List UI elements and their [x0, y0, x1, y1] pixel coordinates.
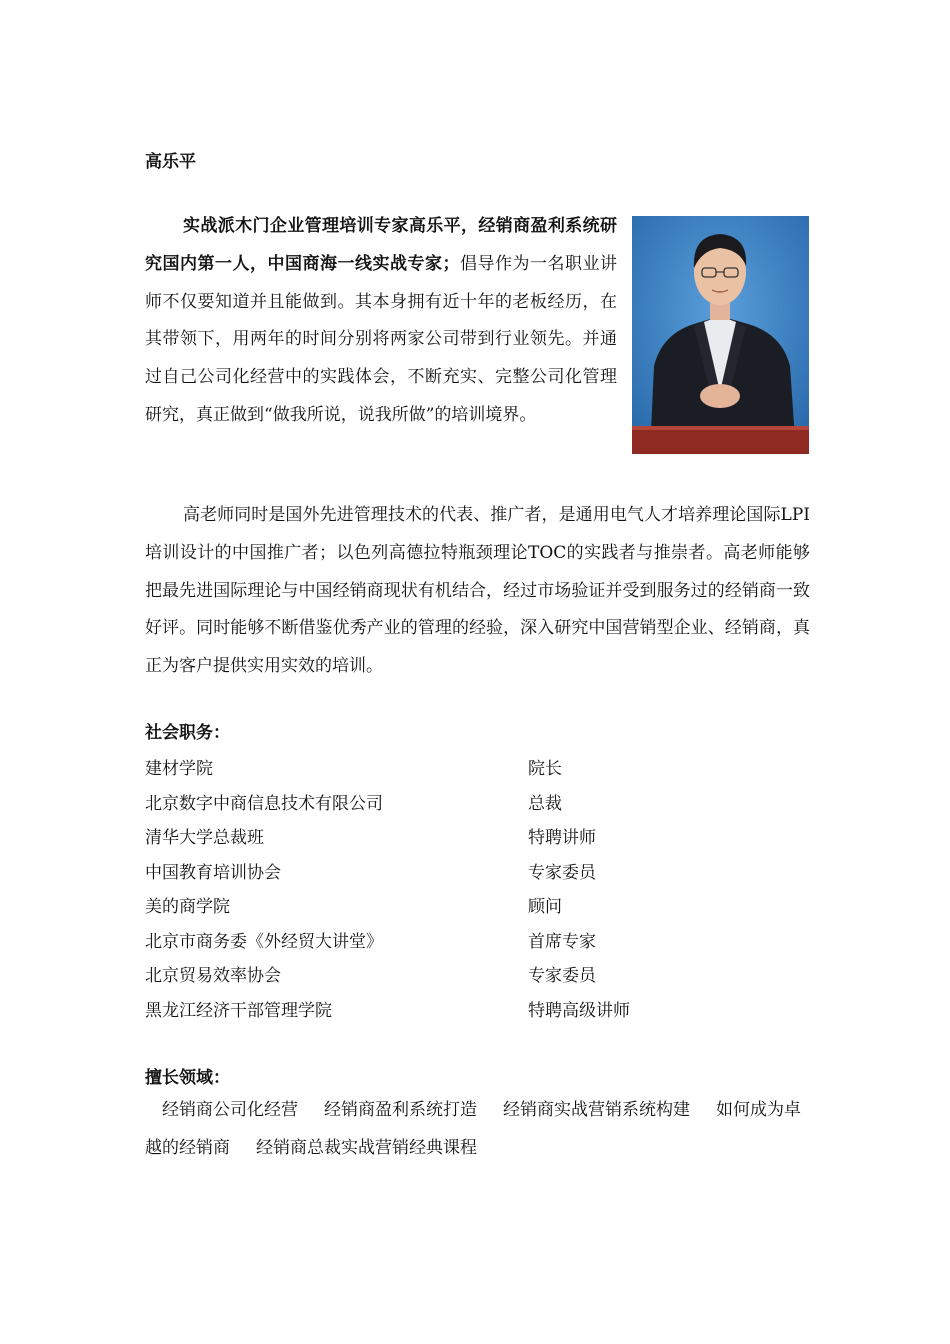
intro-rest-text: 倡导作为一名职业讲师不仅要知道并且能做到。其本身拥有近十年的老板经历，在其带领下，用两年的时间分别将两家公司带到行业领先。并通过自己公司化经营中的实践体会，不断充实、完整公司化管理研究，真正做到“做我所说，说我所做”的培训境界。: [145, 253, 617, 425]
person-name: 高乐平: [145, 152, 196, 172]
expertise-item: 经销商盈利系统打造: [324, 1100, 477, 1120]
role-organization: 中国教育培训协会: [145, 862, 281, 883]
list-item: [145, 821, 810, 856]
expertise-list: [145, 1092, 810, 1168]
role-position: 顾问: [528, 897, 562, 917]
portrait-illustration: [632, 216, 809, 454]
list-item: [145, 787, 810, 822]
role-position: 总裁: [528, 793, 562, 814]
social-roles-list: [145, 752, 810, 1028]
role-organization: 建材学院: [145, 759, 213, 779]
expertise-item: 经销商公司化经营: [162, 1100, 298, 1120]
role-position: 专家委员: [528, 966, 596, 986]
role-organization: 清华大学总裁班: [145, 828, 264, 848]
role-position: 特聘高级讲师: [528, 1000, 630, 1021]
intro-bold-text: 实战派木门企业管理培训专家高乐平，经销商盈利系统研究国内第一人，中国商海一线实战专家；: [145, 216, 617, 274]
list-item: [145, 752, 810, 787]
role-position: 首席专家: [528, 931, 596, 952]
role-organization: 北京贸易效率协会: [145, 966, 281, 986]
role-organization: 北京市商务委《外经贸大讲堂》: [145, 931, 383, 952]
role-position: 特聘讲师: [528, 828, 596, 848]
list-item: [145, 959, 810, 994]
role-organization: 黑龙江经济干部管理学院: [145, 1000, 332, 1021]
intro-paragraph: [145, 208, 617, 435]
role-organization: 美的商学院: [145, 897, 230, 917]
expertise-heading: 擅长领域：: [145, 1068, 230, 1088]
expertise-item: 经销商总裁实战营销经典课程: [256, 1137, 477, 1158]
list-item: [145, 890, 810, 925]
social-roles-heading: 社会职务：: [145, 723, 230, 743]
expertise-item: 经销商实战营销系统构建: [503, 1100, 690, 1120]
role-organization: 北京数字中商信息技术有限公司: [145, 793, 383, 814]
list-item: [145, 856, 810, 891]
portrait-photo: [632, 216, 809, 454]
role-position: 专家委员: [528, 862, 596, 883]
list-item: [145, 994, 810, 1029]
expertise-item: 如何成为卓越的经销商: [145, 1100, 801, 1158]
list-item: [145, 925, 810, 960]
role-position: 院长: [528, 759, 562, 779]
background-paragraph: 高老师同时是国外先进管理技术的代表、推广者，是通用电气人才培养理论国际LPI培训设计的中国推广者；以色列高德拉特瓶颈理论TOC的实践者与推崇者。高老师能够把最先进国际理论与中国经销商现状有机结合，经过市场验证并受到服务过的经销商一致好评。同时能够不断借鉴优秀产业的管理的经验，深入研究中国营销型企业、经销商，真正为客户提供实用实效的培训。: [145, 505, 810, 677]
